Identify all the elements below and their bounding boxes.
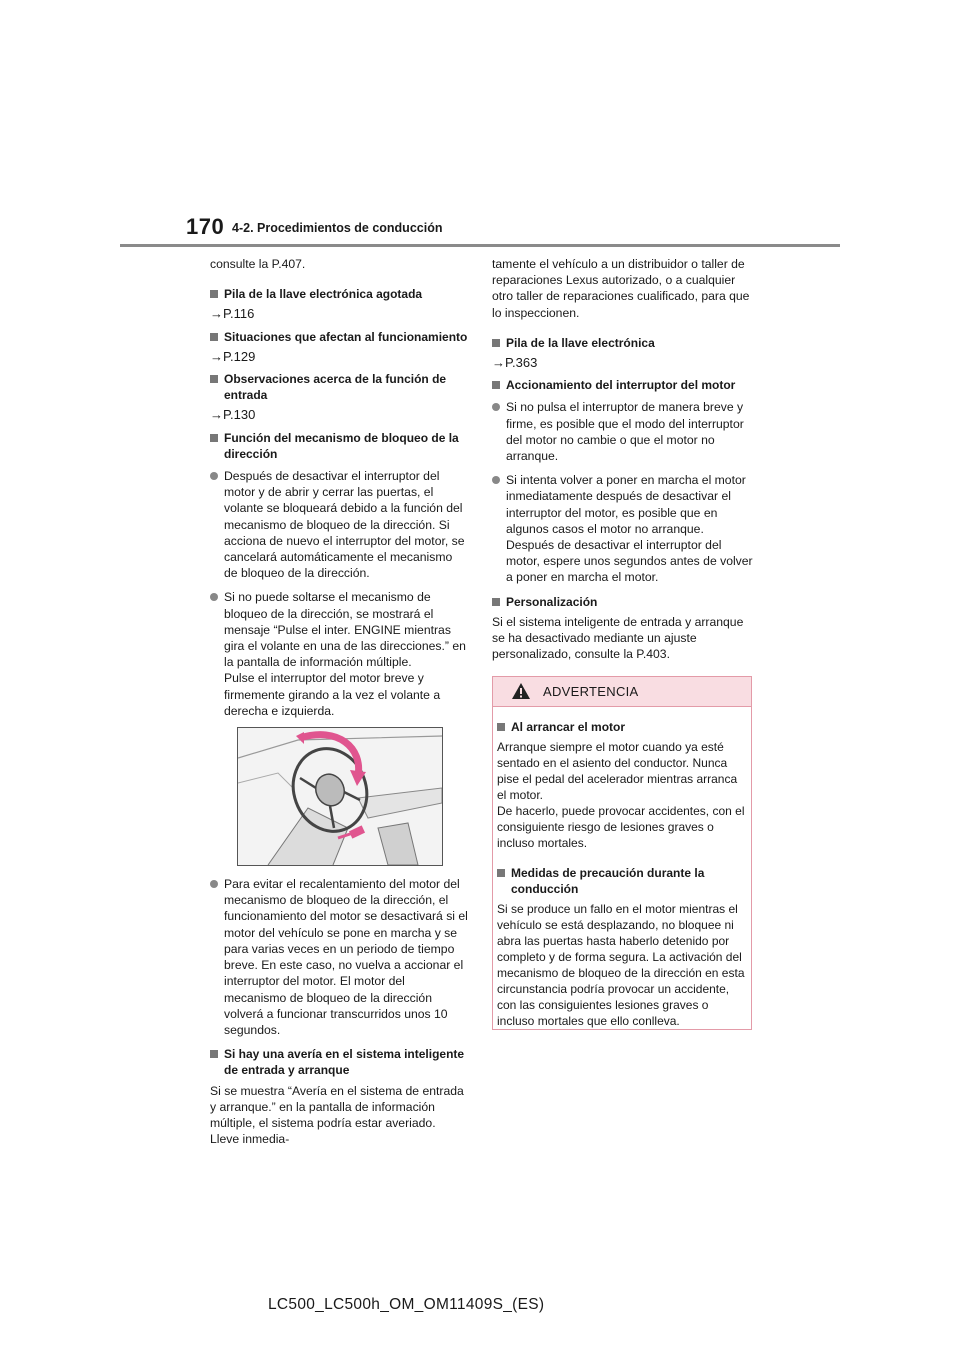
list-item: Después de desactivar el interruptor del motor y de abrir y cerrar las puertas, el volante se bloqueará debido a la función del mecanismo de bloqueo de la dirección. Si acciona de nuevo el interruptor del motor, se cancelará automáticamente el mecanismo de bloqueo de la dirección.: [210, 468, 468, 581]
square-bullet-icon: [492, 381, 500, 389]
continued-text: tamente el vehículo a un distribuidor o taller de reparaciones Lexus autorizado, o a cualquier otro taller de reparaciones cualificado, para que lo inspeccionen.: [492, 257, 750, 320]
header-rule: [120, 244, 840, 247]
page-number: 170: [186, 214, 225, 239]
customization-text: Si el sistema inteligente de entrada y arranque se ha desactivado mediante un ajuste personalizado, consulte la P.403.: [492, 614, 744, 662]
steering-wheel-illustration: [237, 727, 443, 866]
round-bullet-icon: [210, 593, 218, 601]
heading-system-failure: Si hay una avería en el sistema inteligente de entrada y arranque: [210, 1046, 468, 1078]
warning-header: [493, 677, 751, 707]
heading-situations: Situaciones que afectan al funcionamiento: [210, 329, 468, 345]
list-item: Si no puede soltarse el mecanismo de bloqueo de la dirección, se mostrará el mensaje “Pulse el inter. ENGINE mientras gira el volante en una de las direcciones.” en la pantalla de información múltiple. Pulse el interruptor del motor breve y firmemente girando a la vez el volante a derecha e izquierda.: [210, 589, 468, 719]
heading-entry-function: Observaciones acerca de la función de entrada: [210, 371, 468, 403]
square-bullet-icon: [492, 598, 500, 606]
page-ref[interactable]: →P.116: [210, 306, 255, 322]
square-bullet-icon: [210, 290, 218, 298]
warning-title: ADVERTENCIA: [543, 684, 639, 699]
warning-body: [493, 707, 751, 1029]
square-bullet-icon: [210, 434, 218, 442]
failure-text: Si se muestra “Avería en el sistema de entrada y arranque.” en la pantalla de información múltiple, el sistema podría estar averiado. Lleve inmedia-: [210, 1083, 464, 1147]
heading-key-battery: Pila de la llave electrónica agotada: [210, 286, 468, 302]
intro-text: consulte la P.407.: [210, 257, 306, 271]
square-bullet-icon: [497, 723, 505, 731]
document-code: LC500_LC500h_OM_OM11409S_(ES): [268, 1296, 545, 1313]
list-item: Si intenta volver a poner en marcha el motor inmediatamente después de desactivar el interruptor del motor, es posible que en algunos casos el motor no arranque. Después de desactivar el interruptor del motor, espere unos segundos antes de volver a poner en marcha el motor.: [492, 472, 754, 585]
square-bullet-icon: [492, 339, 500, 347]
warning-text: Si se produce un fallo en el motor mientras el vehículo se está desplazando, no bloquee ni abra las puertas hasta haberlo detenido por completo y de forma segura. La activación del mecanismo de bloqueo de la dirección en esta circunstancia podría provocar un accidente, con las consiguientes lesiones graves o incluso mortales que ello conlleva.: [497, 902, 745, 1028]
heading-customization: Personalización: [492, 594, 754, 610]
round-bullet-icon: [492, 403, 500, 411]
round-bullet-icon: [210, 472, 218, 480]
warning-text: De hacerlo, puede provocar accidentes, con el consiguiente riesgo de lesiones graves o incluso mortales.: [497, 804, 745, 850]
square-bullet-icon: [210, 375, 218, 383]
heading-key-battery-right: Pila de la llave electrónica: [492, 335, 754, 351]
round-bullet-icon: [210, 880, 218, 888]
heading-starting-engine: Al arrancar el motor: [497, 719, 747, 735]
square-bullet-icon: [210, 333, 218, 341]
section-title: 4-2. Procedimientos de conducción: [232, 221, 443, 235]
page-ref[interactable]: →P.130: [210, 407, 256, 423]
heading-steering-lock: Función del mecanismo de bloqueo de la dirección: [210, 430, 468, 462]
page-ref[interactable]: →P.129: [210, 348, 256, 364]
steering-wheel-icon: [238, 728, 442, 865]
warning-triangle-icon: [511, 682, 531, 700]
square-bullet-icon: [497, 869, 505, 877]
heading-engine-switch: Accionamiento del interruptor del motor: [492, 377, 754, 393]
right-column: [492, 256, 754, 662]
page-ref[interactable]: →P.363: [492, 355, 538, 371]
round-bullet-icon: [492, 476, 500, 484]
heading-driving-precautions: Medidas de precaución durante la conducción: [497, 865, 747, 897]
warning-box: [492, 676, 752, 1030]
square-bullet-icon: [210, 1050, 218, 1058]
list-item: Si no pulsa el interruptor de manera breve y firme, es posible que el modo del interruptor del motor no cambie o que el motor no arranque.: [492, 399, 754, 464]
warning-text: Arranque siempre el motor cuando ya esté sentado en el asiento del conductor. Nunca pise el pedal del acelerador mientras arranca el motor.: [497, 740, 738, 802]
list-item: Para evitar el recalentamiento del motor del mecanismo de bloqueo de la dirección, el funcionamiento del motor se desactivará si el motor del vehículo se pone en marcha y se para varias veces en un periodo de tiempo breve. En este caso, no vuelva a accionar el interruptor del motor. El motor del mecanismo de bloqueo de la dirección volverá a funcionar transcurridos unos 10 segundos.: [210, 876, 468, 1038]
left-column: [210, 256, 468, 1147]
